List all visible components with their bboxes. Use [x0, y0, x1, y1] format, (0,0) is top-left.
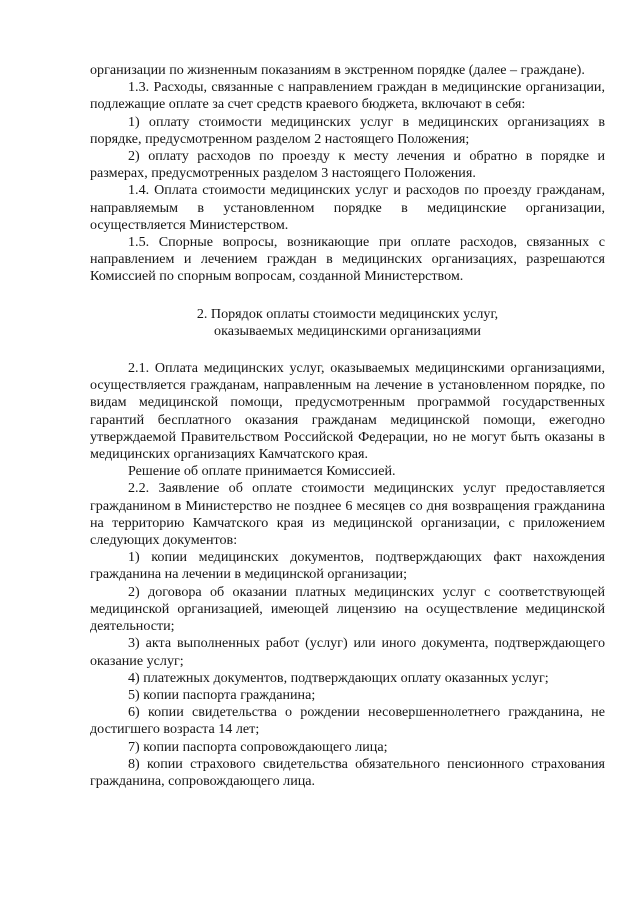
list-item: 2) договора об оказании платных медицинских услуг с соответствующей медицинской организацией, имеющей лицензию на осуществление медицинской деятельности;	[90, 583, 605, 635]
list-item: 8) копии страхового свидетельства обязательного пенсионного страхования гражданина, сопровождающего лица.	[90, 755, 605, 789]
list-item: 6) копии свидетельства о рождении несовершеннолетнего гражданина, не достигшего возраста 14 лет;	[90, 704, 605, 738]
list-item: 7) копии паспорта сопровождающего лица;	[128, 738, 388, 755]
section-2-heading-line-2: оказываемых медицинскими организациями	[214, 322, 481, 339]
paragraph-2-1-decision: Решение об оплате принимается Комиссией.	[128, 463, 396, 480]
section-2-heading-line-1: 2. Порядок оплаты стоимости медицинских услуг,	[196, 305, 499, 322]
paragraph-1-3: 1.3. Расходы, связанные с направлением граждан в медицинские организации, подлежащие оплате за счет средств краевого бюджета, включают в себя:	[90, 79, 605, 113]
paragraph-2-2: 2.2. Заявление об оплате стоимости медицинских услуг предоставляется гражданином в Министерство не позднее 6 месяцев со дня возвращения гражданина на территорию Камчатского края из медицинской организации, с приложением следующих документов:	[90, 480, 605, 549]
list-item: 5) копии паспорта гражданина;	[128, 686, 316, 703]
list-item: 3) акта выполненных работ (услуг) или иного документа, подтверждающего оказание услуг;	[90, 635, 605, 669]
document-body	[90, 62, 605, 790]
list-item: 1) копии медицинских документов, подтверждающих факт нахождения гражданина на лечении в медицинской организации;	[90, 549, 605, 583]
list-item: 4) платежных документов, подтверждающих оплату оказанных услуг;	[128, 669, 549, 686]
paragraph-1-3-item-1: 1) оплату стоимости медицинских услуг в медицинских организациях в порядке, предусмотренном разделом 2 настоящего Положения;	[90, 113, 605, 147]
paragraph-1-3-item-2: 2) оплату расходов по проезду к месту лечения и обратно в порядке и размерах, предусмотренных разделом 3 настоящего Положения.	[90, 148, 605, 182]
paragraph-1-5: 1.5. Спорные вопросы, возникающие при оплате расходов, связанных с направлением и лечением граждан в медицинских организациях, разрешаются Комиссией по спорным вопросам, созданной Министерством.	[90, 234, 605, 285]
section-gap	[90, 286, 605, 306]
intro-paragraph: организации по жизненным показаниям в экстренном порядке (далее – граждане).	[90, 62, 585, 78]
paragraph-2-1: 2.1. Оплата медицинских услуг, оказываемых медицинскими организациями, осуществляется гражданам, направленным на лечение в установленном порядке, по видам медицинской помощи, предусмотренным программой государственных гарантий бесплатного оказания гражданам медицинской помощи, ежегодно утверждаемой Правительством Российской Федерации, но не могут быть оказаны в медицинских организациях Камчатского края.	[90, 360, 605, 463]
paragraph-1-4: 1.4. Оплата стоимости медицинских услуг и расходов по проезду гражданам, направляемым в установленном порядке в медицинские организации, осуществляется Министерством.	[90, 182, 605, 233]
section-gap	[90, 340, 605, 360]
